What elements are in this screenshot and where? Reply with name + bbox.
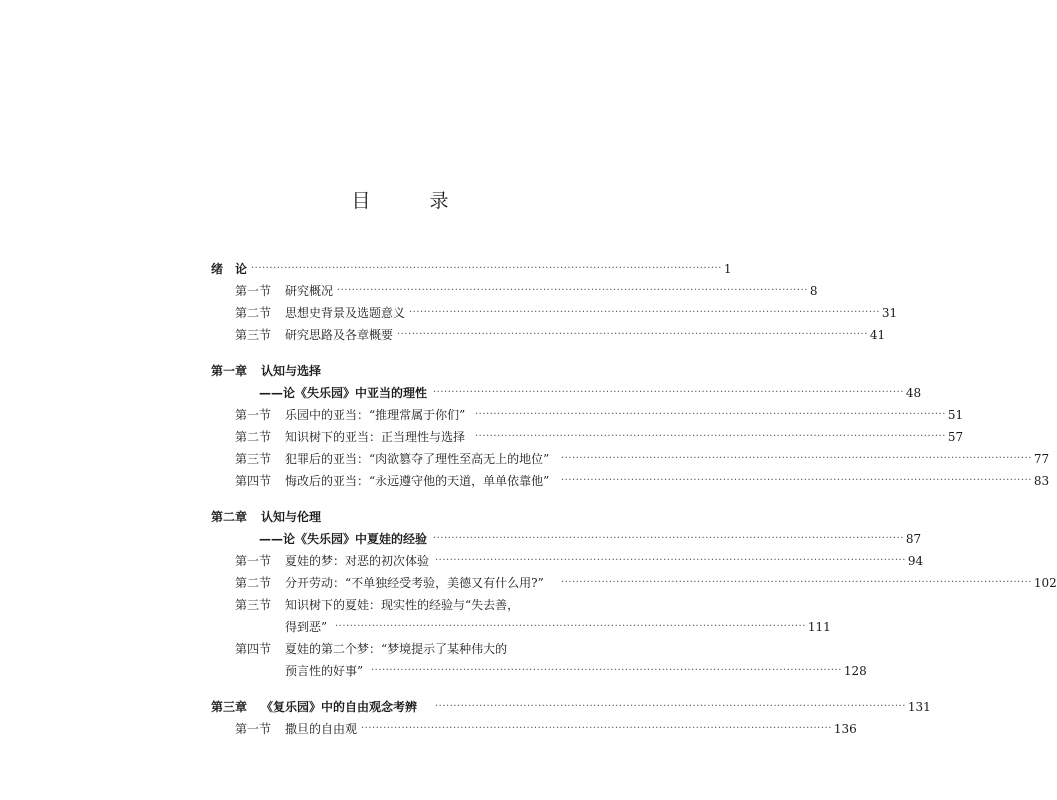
page-number: 128 [843, 664, 867, 678]
page-number: 1 [723, 262, 732, 276]
section-title: 撒旦的自由观 [285, 722, 358, 736]
chapter-title: 认知与伦理 [261, 510, 322, 524]
toc-entry [211, 324, 886, 346]
toc-entry [211, 426, 964, 448]
leader-line [435, 696, 931, 718]
toc-entry [211, 404, 964, 426]
page-number: 102 [1033, 576, 1057, 590]
leader-dots: ································································································································ [361, 723, 832, 734]
section-title: 知识树下的亚当：正当理性与选择 [285, 430, 466, 444]
section-label: 第三节 [235, 452, 272, 466]
chapter-label: 第三章 [211, 700, 248, 714]
section-label: 第四节 [235, 642, 272, 656]
leader-line [251, 258, 732, 280]
toc-entry-subtitle [211, 382, 922, 404]
toc-entry-continuation [211, 616, 831, 638]
section-label: 第二节 [235, 576, 272, 590]
page-number: 83 [1033, 474, 1050, 488]
leader-line [561, 448, 1050, 470]
leader-line [335, 616, 831, 638]
toc-entry-chapter-2 [211, 506, 589, 528]
leader-dots: ································································································································ [435, 555, 906, 566]
leader-dots: ································································································································ [561, 577, 1032, 588]
page-number: 77 [1033, 452, 1050, 466]
section-title: 夏娃的第二个梦：“梦境提示了某种伟大的 [285, 642, 508, 656]
toc-entry-continuation [211, 660, 867, 682]
section-title: 悔改后的亚当：“永远遵守他的天道，单单依靠他” [285, 474, 550, 488]
section-title: 分开劳动：“不单独经受考验，美德又有什么用?” [285, 576, 544, 590]
page-number: 136 [833, 722, 857, 736]
leader-line [561, 572, 1057, 594]
page-number: 48 [905, 386, 922, 400]
leader-dots: ································································································································ [337, 285, 808, 296]
toc-entry [211, 448, 1050, 470]
page-number: 57 [947, 430, 964, 444]
toc-entry [211, 470, 1050, 492]
leader-line [337, 280, 818, 302]
leader-dots: ································································································································ [335, 621, 806, 632]
chapter-title: 《复乐园》中的自由观念考辨 [261, 700, 418, 714]
toc-entry [211, 550, 924, 572]
leader-line [397, 324, 886, 346]
toc-entry [211, 572, 1057, 594]
leader-dots: ································································································································ [561, 475, 1032, 486]
leader-dots: ································································································································ [409, 307, 880, 318]
leader-dots: ································································································································ [475, 431, 946, 442]
toc-entry [211, 302, 898, 324]
section-title-continued: 得到恶” [285, 620, 328, 634]
page-number: 51 [947, 408, 964, 422]
leader-dots: ································································································································ [433, 533, 904, 544]
section-title: 犯罪后的亚当：“肉欲篡夺了理性至高无上的地位” [285, 452, 550, 466]
toc-entry-subtitle [211, 528, 922, 550]
leader-dots: ································································································································ [371, 665, 842, 676]
toc-entry-intro [211, 258, 732, 280]
leader-dots: ································································································································ [561, 453, 1032, 464]
section-title: 研究思路及各章概要 [285, 328, 394, 342]
section-title: 知识树下的夏娃：现实性的经验与“失去善， [285, 598, 520, 612]
chapter-label: 第一章 [211, 364, 248, 378]
leader-dots: ································································································································ [475, 409, 946, 420]
toc-entry [211, 638, 589, 660]
page-number: 94 [907, 554, 924, 568]
leader-line [409, 302, 898, 324]
leader-line [371, 660, 867, 682]
leader-line [475, 404, 964, 426]
section-title: 思想史背景及选题意义 [285, 306, 406, 320]
section-label: 第一节 [235, 554, 272, 568]
leader-line [561, 470, 1050, 492]
section-label: 第一节 [235, 408, 272, 422]
chapter-title: 认知与选择 [261, 364, 322, 378]
chapter-label: 绪 论 [211, 262, 248, 276]
toc-entry [211, 594, 589, 616]
chapter-label: 第二章 [211, 510, 248, 524]
toc-entry-chapter-3 [211, 696, 931, 718]
chapter-subtitle: ——论《失乐园》中夏娃的经验 [259, 532, 428, 546]
section-label: 第三节 [235, 598, 272, 612]
toc-entry-chapter-1 [211, 360, 589, 382]
leader-line [361, 718, 857, 740]
leader-dots: ································································································································ [251, 263, 722, 274]
page-number: 8 [809, 284, 818, 298]
leader-dots: ································································································································ [397, 329, 868, 340]
section-label: 第一节 [235, 284, 272, 298]
section-label: 第四节 [235, 474, 272, 488]
page-number: 111 [807, 620, 831, 634]
page-number: 87 [905, 532, 922, 546]
section-label: 第三节 [235, 328, 272, 342]
chapter-subtitle: ——论《失乐园》中亚当的理性 [259, 386, 428, 400]
section-label: 第一节 [235, 722, 272, 736]
page-number: 131 [907, 700, 931, 714]
page-number: 31 [881, 306, 898, 320]
toc-entry [211, 280, 818, 302]
section-title: 乐园中的亚当：“推理常属于你们” [285, 408, 466, 422]
section-title-continued: 预言性的好事” [285, 664, 364, 678]
leader-dots: ································································································································ [435, 701, 906, 712]
leader-line [433, 528, 922, 550]
toc-entry [211, 718, 857, 740]
section-title: 研究概况 [285, 284, 334, 298]
page-number: 41 [869, 328, 886, 342]
section-title: 夏娃的梦：对恶的初次体验 [285, 554, 430, 568]
table-of-contents [211, 258, 1057, 740]
leader-line [475, 426, 964, 448]
leader-dots: ································································································································ [433, 387, 904, 398]
section-label: 第二节 [235, 430, 272, 444]
page-title: 目 录 [351, 190, 469, 212]
leader-line [433, 382, 922, 404]
leader-line [435, 550, 924, 572]
section-label: 第二节 [235, 306, 272, 320]
